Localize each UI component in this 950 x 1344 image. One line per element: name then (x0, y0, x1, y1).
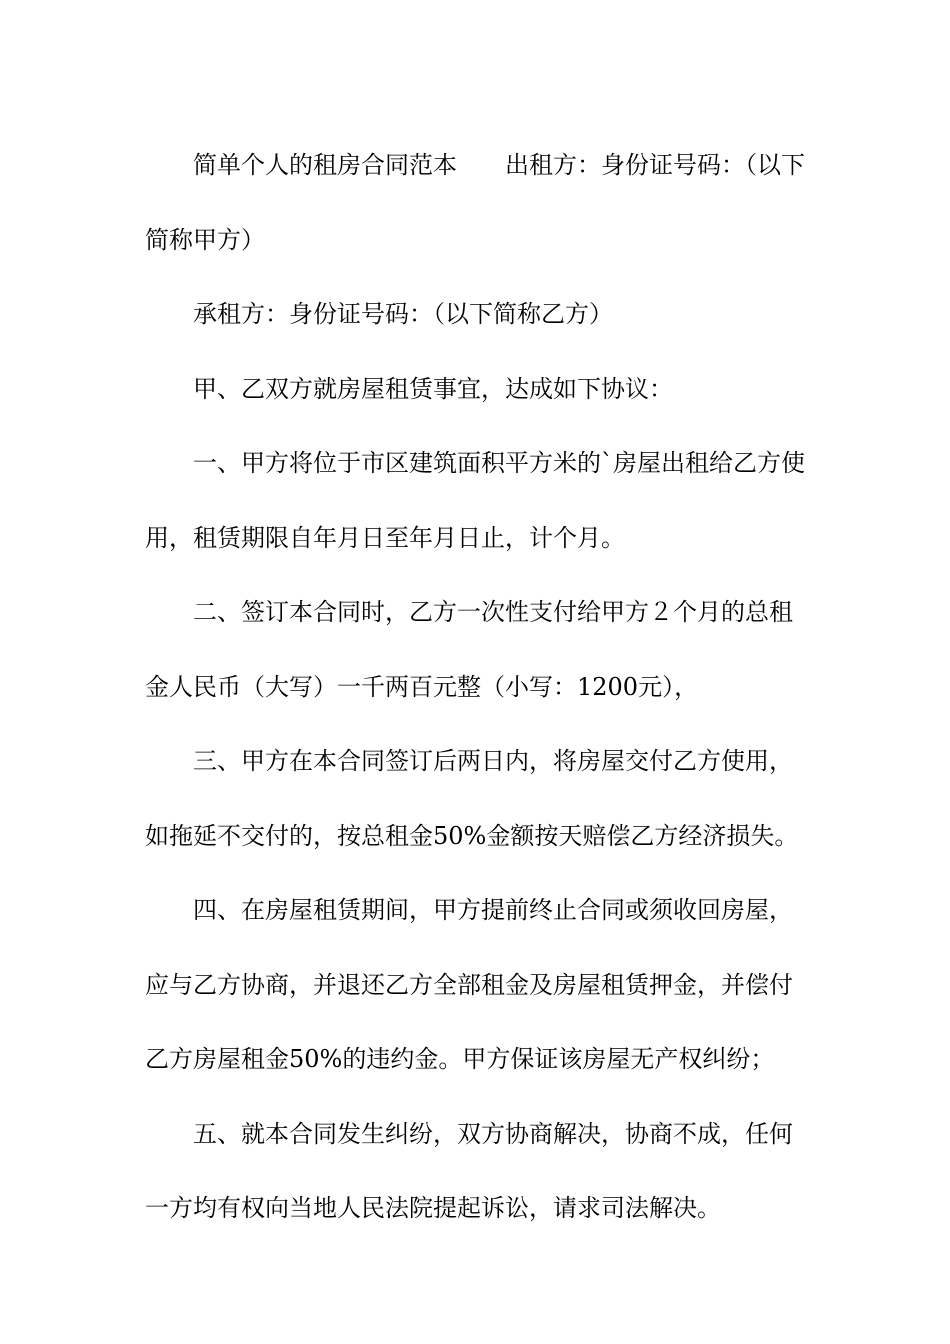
paragraph-clause-2: 二、签订本合同时，乙方一次性支付给甲方２个月的总租金人民币（大写）一千两百元整（小写：1200元）， (145, 598, 793, 701)
paragraph-clause-3: 三、甲方在本合同签订后两日内，将房屋交付乙方使用，如拖延不交付的，按总租金50%金额按天赔偿乙方经济损失。 (145, 747, 799, 850)
paragraph-clause-1: 一、甲方将位于市区建筑面积平方米的`房屋出租给乙方使用，租赁期限自年月日至年月日止，计个月。 (145, 449, 805, 552)
paragraph-clause-4: 四、在房屋租赁期间，甲方提前终止合同或须收回房屋，应与乙方协商，并退还乙方全部租金及房屋租赁押金，并偿付乙方房屋租金50%的违约金。甲方保证该房屋无产权纠纷； (145, 896, 793, 1073)
document-body (145, 128, 815, 1246)
paragraph-clause-5: 五、就本合同发生纠纷，双方协商解决，协商不成，任何一方均有权向当地人民法院提起诉讼，请求司法解决。 (145, 1119, 793, 1222)
paragraph-lessee: 承租方：身份证号码：（以下简称乙方） (193, 300, 613, 328)
paragraph-title-parties: 简单个人的租房合同范本 出租方：身份证号码：（以下简称甲方） (145, 151, 805, 254)
paragraph-agreement-intro: 甲、乙双方就房屋租赁事宜，达成如下协议： (193, 374, 673, 403)
